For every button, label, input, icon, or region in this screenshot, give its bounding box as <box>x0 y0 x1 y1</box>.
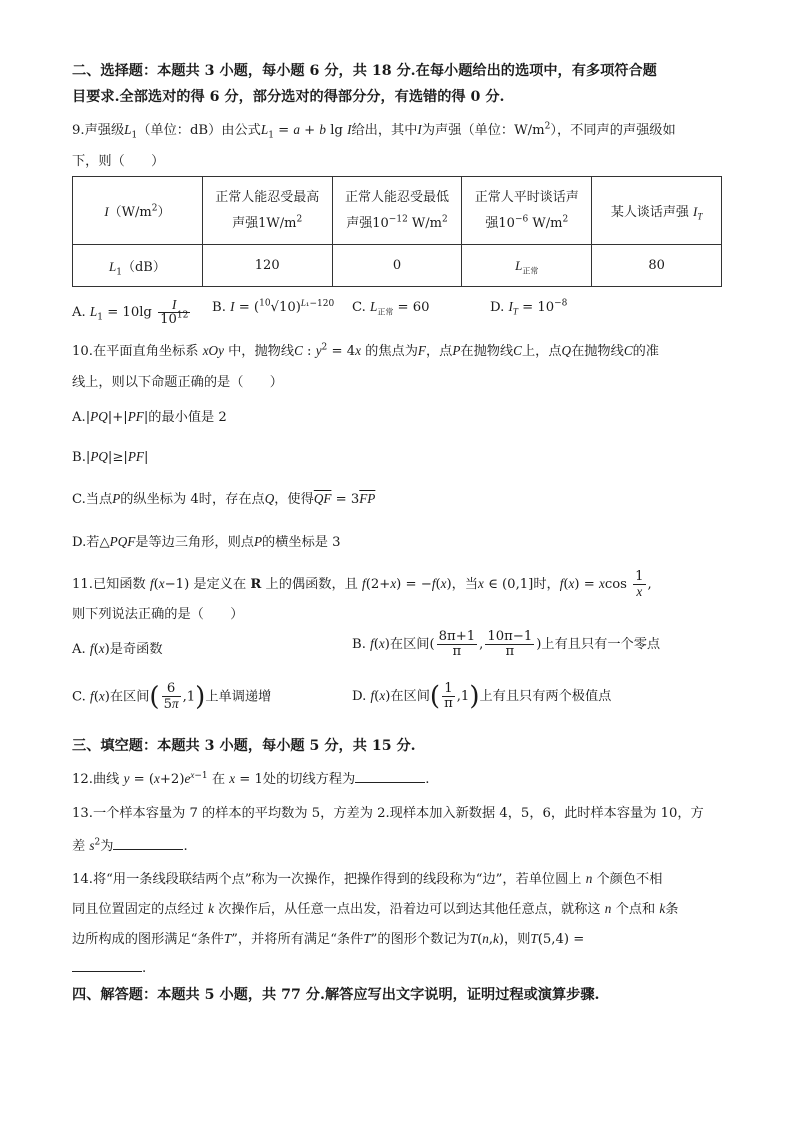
q9-option-a: A. $L_1 = 10\lg$ $\frac{I}{10^{12}}$ <box>72 297 189 327</box>
q9-option-b: B. $I = (^{10}√10)^{L_1-120}$ <box>212 297 335 315</box>
q10-stem-line2: 线上，则以下命题正确的是（ ） <box>72 375 283 390</box>
q12: 12.曲线 $y = (x+2)e^{x-1}$ 在 x = 1处的切线方程为 . <box>72 769 430 787</box>
section-3-heading: 三、填空题：本题共 3 小题，每小题 5 分，共 15 分. <box>72 738 416 754</box>
table-header-min: 正常人能忍受最低 声强$10^{-12}$ $W/m^2$ <box>332 177 462 245</box>
q13-line2: 差 $s^2$为 . <box>72 837 188 854</box>
q9-option-c: C. $L_{正常} = 60$ <box>352 299 430 317</box>
q10-option-d: D.若△PQF是等边三角形，则点P的横坐标是 3 <box>72 534 341 550</box>
q9-option-d: D. $I_T = 10^{-8}$ <box>490 298 568 317</box>
table-cell: $L_{正常}$ <box>462 245 592 287</box>
q14-line3: 边所构成的图形满足“条件T”，并将所有满足“条件T”的图形个数记为T(n,k)，则T(5,4) = <box>72 931 585 947</box>
table-row-label: $L_1(dB)$ <box>73 245 203 287</box>
q11-stem-line2: 则下列说法正确的是（ ） <box>72 607 244 622</box>
table-header-someone: 某人谈话声强 $I_T$ <box>592 177 722 245</box>
q9-table <box>72 176 722 287</box>
q14-line1: 14.将“用一条线段联结两个点”称为一次操作，把操作得到的线段称为“边”，若单位圆上 n 个颜色不相 <box>72 871 663 887</box>
q10-option-a: A.|PQ|+|PF|的最小值是 2 <box>72 409 227 425</box>
q11-option-d: D. f(x)在区间( $\frac{1}{\pi}$ ,1)上有且只有两个极值点 <box>352 681 612 712</box>
q11-option-c: C. f(x)在区间( $\frac{6}{5\pi}$ ,1)上单调递增 <box>72 681 272 712</box>
table-cell: 120 <box>202 245 332 287</box>
q13-line1: 13.一个样本容量为 7 的样本的平均数为 5，方差为 2.现样本加入新数据 4，5，6，此时样本容量为 10，方 <box>72 806 704 821</box>
q9-stem-line1: 9.声强级$L_1$（单位：dB）由公式$L_1 = a + b$ lg I给出，其中I为声强（单位：$W/m^2$），不同声的声强级如 <box>72 121 676 141</box>
table-header-talk: 正常人平时谈话声 强$10^{-6}$ $W/m^2$ <box>462 177 592 245</box>
section-2-heading-line1: 二、选择题：本题共 3 小题，每小题 6 分，共 18 分.在每小题给出的选项中，有多项符合题 <box>72 63 657 79</box>
q11-option-a: A. f(x)是奇函数 <box>72 641 163 657</box>
table-cell: 80 <box>592 245 722 287</box>
q10-option-b: B.|PQ|≥|PF| <box>72 449 149 465</box>
q14-answer-blank: . <box>72 960 146 978</box>
section-2-heading-line2: 目要求.全部选对的得 6 分，部分选对的得部分分，有选错的得 0 分. <box>72 89 505 105</box>
table-header-intensity: $I(W/m^2)$ <box>73 177 203 245</box>
q10-option-c: C.当点P的纵坐标为 4时，存在点Q，使得$\overline{QF} = 3\overline{FP}$ <box>72 491 376 507</box>
table-cell: 0 <box>332 245 462 287</box>
q14-line2: 同且位置固定的点经过 k 次操作后，从任意一点出发，沿着边可以到达其他任意点，就称这 n 个点和 k条 <box>72 901 679 917</box>
q9-stem-line2: 下，则（ ） <box>72 154 165 169</box>
section-4-heading: 四、解答题：本题共 5 小题，共 77 分.解答应写出文字说明，证明过程或演算步骤. <box>72 987 600 1003</box>
q11-option-b: B. f(x)在区间( $\frac{8\pi+1}{\pi}$ , $\frac{10\pi-1}{\pi}$ )上有且只有一个零点 <box>352 629 661 659</box>
q10-stem-line1: 10.在平面直角坐标系 xOy 中，抛物线C : $y^2 = 4x$ 的焦点为F，点P在抛物线C上，点Q在抛物线C的准 <box>72 342 659 359</box>
q11-stem-line1: 11.已知函数 f(x−1) 是定义在 R 上的偶函数，且 f(2+x) = −f(x)，当x ∈ (0,1]时，f(x) = xcos $\frac{1}{x}$ , <box>72 569 652 599</box>
table-header-max: 正常人能忍受最高 声强$1W/m^2$ <box>202 177 332 245</box>
